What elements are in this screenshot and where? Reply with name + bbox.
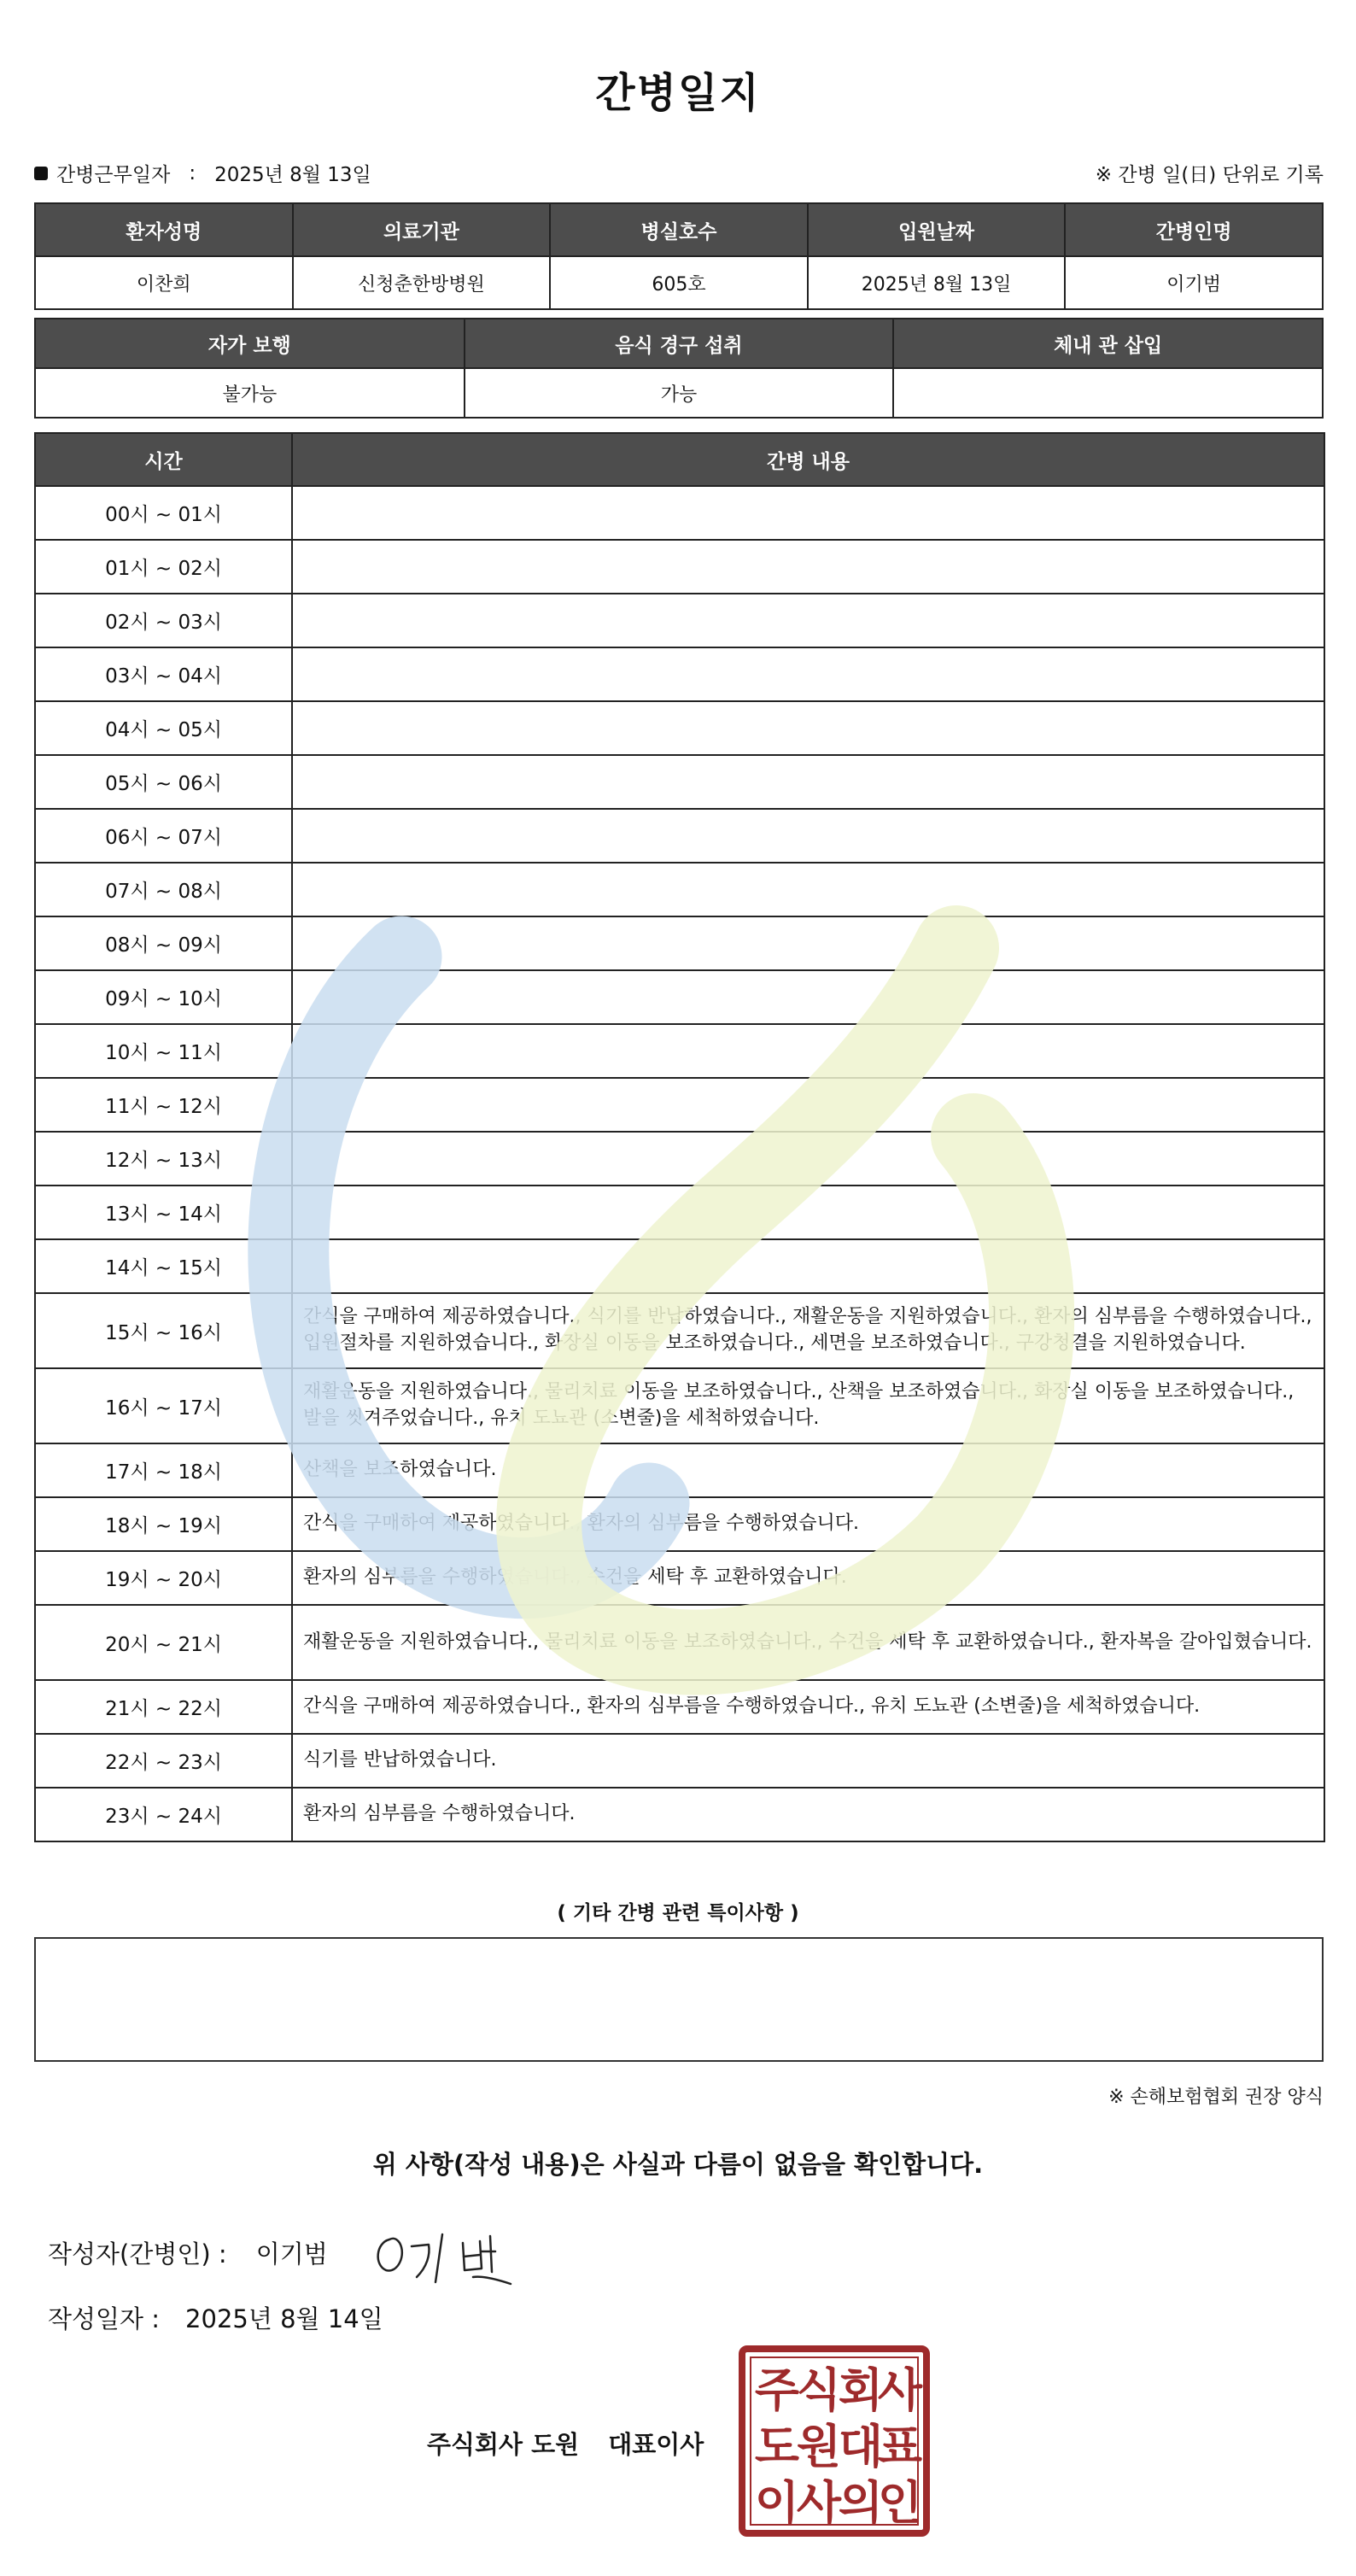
table-row xyxy=(35,916,1324,970)
row-content: 간식을 구매하여 제공하였습니다., 식기를 반납하였습니다., 재활운동을 지원하였습니다., 환자의 심부름을 수행하였습니다., 입원절차를 지원하였습니다., 화장실 이동을 보조하였습니다., 세면을 보조하였습니다., 구강청결을 지원하였습니다. xyxy=(292,1293,1324,1368)
tube-insertion-value xyxy=(893,368,1323,418)
svg-text:의: 의 xyxy=(838,2476,884,2530)
row-content xyxy=(292,1186,1324,1239)
status-info-table xyxy=(34,318,1324,419)
header-hospital: 의료기관 xyxy=(293,203,551,256)
table-row xyxy=(35,1186,1324,1239)
row-content xyxy=(292,970,1324,1024)
table-row xyxy=(35,1368,1324,1443)
row-time: 14시 ~ 15시 xyxy=(35,1239,292,1293)
row-content: 재활운동을 지원하였습니다., 물리치료 이동을 보조하였습니다., 산책을 보조하였습니다., 화장실 이동을 보조하였습니다., 발을 씻겨주었습니다., 유치 도뇨관 (소변줄)을 세척하였습니다. xyxy=(292,1368,1324,1443)
row-time: 23시 ~ 24시 xyxy=(35,1788,292,1841)
unit-note: ※ 간병 일(日) 단위로 기록 xyxy=(1095,164,1324,186)
form-source-note: ※ 손해보험협회 권장 양식 xyxy=(1108,2087,1324,2108)
admission-date: 2025년 8월 13일 xyxy=(808,256,1066,309)
care-log-table xyxy=(34,432,1325,1842)
row-time: 09시 ~ 10시 xyxy=(35,970,292,1024)
row-time: 22시 ~ 23시 xyxy=(35,1734,292,1788)
table-row xyxy=(35,1734,1324,1788)
table-row xyxy=(35,1551,1324,1605)
row-content: 간식을 구매하여 제공하였습니다., 환자의 심부름을 수행하였습니다. xyxy=(292,1497,1324,1551)
svg-text:원: 원 xyxy=(796,2420,842,2474)
work-date-separator: : xyxy=(189,161,196,184)
row-content xyxy=(292,594,1324,647)
row-time: 07시 ~ 08시 xyxy=(35,863,292,916)
row-content xyxy=(292,1078,1324,1132)
written-date-label: 작성일자 : xyxy=(48,2304,161,2333)
svg-text:이: 이 xyxy=(754,2476,800,2530)
table-row xyxy=(35,1293,1324,1368)
row-content xyxy=(292,701,1324,755)
row-time: 19시 ~ 20시 xyxy=(35,1551,292,1605)
row-time: 21시 ~ 22시 xyxy=(35,1680,292,1734)
row-content xyxy=(292,1239,1324,1293)
table-row xyxy=(35,1024,1324,1078)
row-time: 04시 ~ 05시 xyxy=(35,701,292,755)
table-row xyxy=(35,755,1324,809)
table-row xyxy=(35,1078,1324,1132)
row-content xyxy=(292,486,1324,540)
row-time: 00시 ~ 01시 xyxy=(35,486,292,540)
header-admission-date: 입원날짜 xyxy=(808,203,1066,256)
header-care-content: 간병 내용 xyxy=(292,433,1324,486)
row-content xyxy=(292,1132,1324,1186)
header-room: 병실호수 xyxy=(550,203,808,256)
row-content xyxy=(292,863,1324,916)
table-row xyxy=(35,1239,1324,1293)
header-tube-insertion: 체내 관 삽입 xyxy=(893,319,1323,368)
row-content xyxy=(292,916,1324,970)
row-time: 13시 ~ 14시 xyxy=(35,1186,292,1239)
written-date-value: 2025년 8월 14일 xyxy=(185,2304,383,2333)
table-row xyxy=(35,863,1324,916)
row-time: 20시 ~ 21시 xyxy=(35,1605,292,1680)
table-row xyxy=(35,1680,1324,1734)
row-time: 11시 ~ 12시 xyxy=(35,1078,292,1132)
row-time: 15시 ~ 16시 xyxy=(35,1293,292,1368)
row-time: 17시 ~ 18시 xyxy=(35,1443,292,1497)
header-caregiver: 간병인명 xyxy=(1065,203,1323,256)
row-content: 환자의 심부름을 수행하였습니다. xyxy=(292,1788,1324,1841)
svg-text:표: 표 xyxy=(877,2420,923,2474)
company-name: 주식회사 도원 xyxy=(427,2430,580,2459)
work-date-value: 2025년 8월 13일 xyxy=(214,164,371,186)
patient-info-table xyxy=(34,202,1324,310)
row-time: 08시 ~ 09시 xyxy=(35,916,292,970)
representative-title: 대표이사 xyxy=(608,2430,704,2459)
row-content: 환자의 심부름을 수행하였습니다., 수건을 세탁 후 교환하였습니다. xyxy=(292,1551,1324,1605)
row-time: 18시 ~ 19시 xyxy=(35,1497,292,1551)
row-time: 10시 ~ 11시 xyxy=(35,1024,292,1078)
svg-text:인: 인 xyxy=(877,2476,923,2530)
svg-text:주: 주 xyxy=(754,2363,800,2417)
table-row xyxy=(35,1497,1324,1551)
work-date-row xyxy=(34,159,1324,188)
row-content: 산책을 보조하였습니다. xyxy=(292,1443,1324,1497)
header-time: 시간 xyxy=(35,433,292,486)
svg-text:사: 사 xyxy=(796,2476,842,2530)
bullet-icon xyxy=(34,167,48,180)
table-row xyxy=(35,594,1324,647)
row-content xyxy=(292,1024,1324,1078)
svg-text:대: 대 xyxy=(838,2420,884,2474)
row-time: 12시 ~ 13시 xyxy=(35,1132,292,1186)
writer-name: 이기범 xyxy=(255,2239,328,2269)
patient-name: 이찬희 xyxy=(35,256,293,309)
svg-text:식: 식 xyxy=(796,2363,842,2417)
table-row xyxy=(35,486,1324,540)
svg-text:회: 회 xyxy=(838,2363,884,2417)
written-date-row xyxy=(48,2300,383,2335)
row-time: 05시 ~ 06시 xyxy=(35,755,292,809)
svg-text:도: 도 xyxy=(754,2420,800,2474)
caregiver-name: 이기범 xyxy=(1065,256,1323,309)
table-row xyxy=(35,1788,1324,1841)
oral-intake-value: 가능 xyxy=(465,368,894,418)
company-row xyxy=(427,2426,704,2461)
row-content xyxy=(292,647,1324,701)
signature-image xyxy=(367,2221,529,2289)
confirmation-statement: 위 사항(작성 내용)은 사실과 다름이 없음을 확인합니다. xyxy=(372,2150,984,2179)
row-content: 간식을 구매하여 제공하였습니다., 환자의 심부름을 수행하였습니다., 유치 도뇨관 (소변줄)을 세척하였습니다. xyxy=(292,1680,1324,1734)
row-time: 16시 ~ 17시 xyxy=(35,1368,292,1443)
row-content: 재활운동을 지원하였습니다., 물리치료 이동을 보조하였습니다., 수건을 세탁 후 교환하였습니다., 환자복을 갈아입혔습니다. xyxy=(292,1605,1324,1680)
writer-row xyxy=(48,2235,328,2270)
table-row xyxy=(35,1443,1324,1497)
writer-label: 작성자(간병인) : xyxy=(48,2239,227,2269)
company-seal xyxy=(738,2345,931,2538)
page-title: 간병일지 xyxy=(595,69,761,117)
table-row xyxy=(35,540,1324,594)
table-row xyxy=(35,701,1324,755)
row-time: 02시 ~ 03시 xyxy=(35,594,292,647)
row-time: 06시 ~ 07시 xyxy=(35,809,292,863)
row-content: 식기를 반납하였습니다. xyxy=(292,1734,1324,1788)
header-oral-intake: 음식 경구 섭취 xyxy=(465,319,894,368)
room-number: 605호 xyxy=(550,256,808,309)
self-walking-value: 불가능 xyxy=(35,368,465,418)
table-row xyxy=(35,1605,1324,1680)
svg-text:사: 사 xyxy=(877,2363,923,2417)
hospital-name: 신청춘한방병원 xyxy=(293,256,551,309)
table-row xyxy=(35,809,1324,863)
row-content xyxy=(292,540,1324,594)
row-time: 03시 ~ 04시 xyxy=(35,647,292,701)
work-date-label: 간병근무일자 xyxy=(56,164,171,186)
row-content xyxy=(292,755,1324,809)
header-self-walking: 자가 보행 xyxy=(35,319,465,368)
table-row xyxy=(35,1132,1324,1186)
special-notes-title: ( 기타 간병 관련 특이사항 ) xyxy=(557,1902,799,1924)
header-patient-name: 환자성명 xyxy=(35,203,293,256)
special-notes-box xyxy=(34,1937,1324,2062)
table-row xyxy=(35,647,1324,701)
row-time: 01시 ~ 02시 xyxy=(35,540,292,594)
table-row xyxy=(35,970,1324,1024)
row-content xyxy=(292,809,1324,863)
